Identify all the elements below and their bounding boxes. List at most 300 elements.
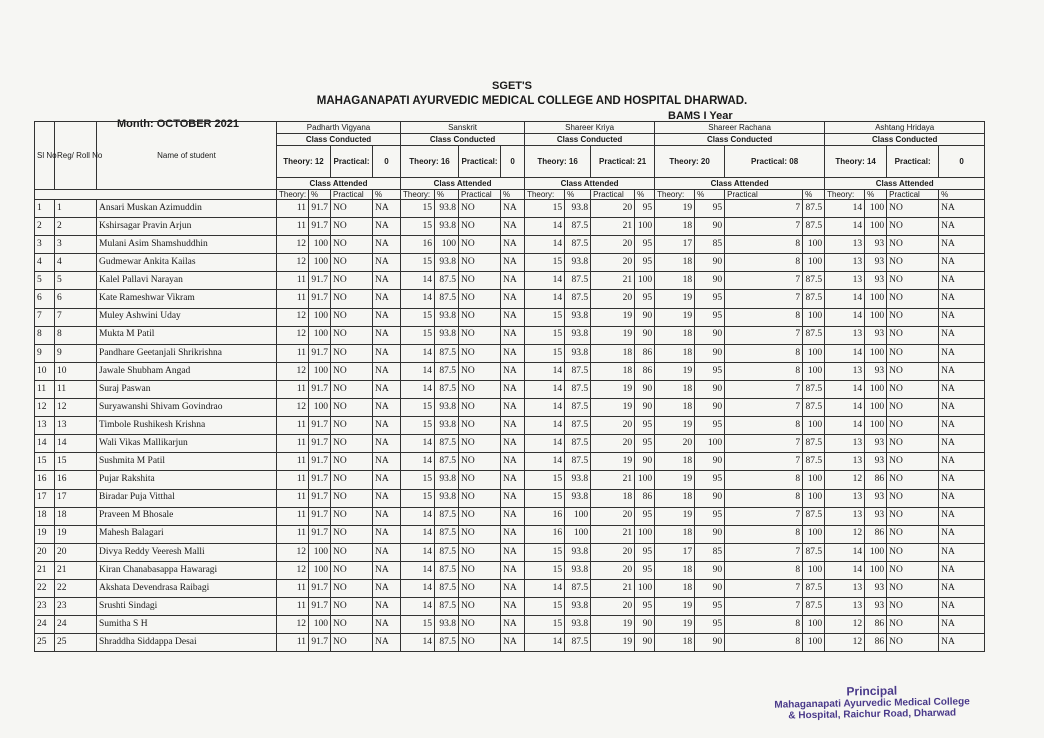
pv-theory-pct: 91.7: [309, 290, 331, 308]
sk-theory: 16: [401, 236, 435, 254]
sk-practical: NO: [459, 471, 501, 489]
sk-practical-pct: NA: [501, 417, 525, 435]
rachana-practical-pct: 100: [803, 362, 825, 380]
sk-theory: 15: [401, 308, 435, 326]
rachana-practical: 7: [725, 200, 803, 218]
kriya-theory-pct: 93.8: [565, 308, 591, 326]
table-row: [35, 616, 985, 634]
rachana-theory: 19: [655, 507, 695, 525]
ah-practical-pct: NA: [939, 579, 985, 597]
sk-theory: 14: [401, 435, 435, 453]
kriya-practical-pct: 100: [635, 471, 655, 489]
sk-theory: 15: [401, 200, 435, 218]
table-row: [35, 471, 985, 489]
ah-theory: 14: [825, 561, 865, 579]
reg-no: 7: [55, 308, 97, 326]
student-name: Timbole Rushikesh Krishna: [97, 417, 277, 435]
pv-theory: 12: [277, 616, 309, 634]
sk-theory-pct: 93.8: [435, 308, 459, 326]
kriya-theory-pct: 93.8: [565, 616, 591, 634]
student-name: Praveen M Bhosale: [97, 507, 277, 525]
subheader-theory: Theory:: [277, 190, 309, 200]
kriya-practical-pct: 95: [635, 561, 655, 579]
ah-theory-pct: 93: [865, 254, 887, 272]
kriya-theory: 14: [525, 218, 565, 236]
kriya-practical: 19: [591, 308, 635, 326]
pv-practical-pct: NA: [373, 344, 401, 362]
rachana-practical-pct: 87.5: [803, 326, 825, 344]
rachana-practical: 7: [725, 272, 803, 290]
sk-theory-pct: 93.8: [435, 616, 459, 634]
table-row: [35, 218, 985, 236]
student-name: Shraddha Siddappa Desai: [97, 634, 277, 652]
sk-theory-pct: 87.5: [435, 453, 459, 471]
reg-no: 1: [55, 200, 97, 218]
sk-practical-pct: NA: [501, 471, 525, 489]
ah-practical-pct: NA: [939, 616, 985, 634]
class-conducted-label: Class Conducted: [655, 134, 825, 146]
sk-practical-pct: NA: [501, 344, 525, 362]
table-row: [35, 399, 985, 417]
pv-theory-pct: 100: [309, 561, 331, 579]
subheader-theory-pct: %: [309, 190, 331, 200]
subheader-spacer: [35, 190, 277, 200]
pv-practical-pct: NA: [373, 435, 401, 453]
rachana-practical-pct: 87.5: [803, 543, 825, 561]
pv-theory: 11: [277, 344, 309, 362]
ah-theory: 13: [825, 579, 865, 597]
ah-theory: 13: [825, 236, 865, 254]
rachana-theory-pct: 85: [695, 543, 725, 561]
reg-no: 4: [55, 254, 97, 272]
student-name: Gudmewar Ankita Kailas: [97, 254, 277, 272]
sk-practical-pct: NA: [501, 362, 525, 380]
kriya-practical-pct: 95: [635, 200, 655, 218]
sk-practical: NO: [459, 290, 501, 308]
pv-practical: NO: [331, 326, 373, 344]
subject-sanskrit: Sanskrit: [401, 122, 525, 134]
rachana-practical: 8: [725, 417, 803, 435]
ah-practical: NO: [887, 435, 939, 453]
ah-practical: NO: [887, 362, 939, 380]
rachana-theory: 18: [655, 579, 695, 597]
subheader-theory-pct: %: [865, 190, 887, 200]
kriya-theory: 15: [525, 561, 565, 579]
student-name: Ansari Muskan Azimuddin: [97, 200, 277, 218]
sk-theory-pct: 87.5: [435, 598, 459, 616]
ah-theory-pct: 93: [865, 272, 887, 290]
kriya-practical: 20: [591, 417, 635, 435]
rachana-theory: 18: [655, 326, 695, 344]
rachana-theory-pct: 90: [695, 561, 725, 579]
ah-theory: 14: [825, 417, 865, 435]
pv-practical: NO: [331, 598, 373, 616]
rachana-theory: 18: [655, 525, 695, 543]
pv-theory-pct: 100: [309, 326, 331, 344]
sk-theory: 14: [401, 290, 435, 308]
table-row: [35, 489, 985, 507]
rachana-practical: 7: [725, 543, 803, 561]
pv-practical-pct: NA: [373, 561, 401, 579]
kriya-practical-pct: 95: [635, 435, 655, 453]
sk-practical-pct: NA: [501, 254, 525, 272]
pv-theory: 11: [277, 525, 309, 543]
rachana-practical: 8: [725, 236, 803, 254]
rachana-practical: 7: [725, 218, 803, 236]
stamp-line-1: Mahaganapati Ayurvedic Medical College: [774, 696, 970, 711]
pv-practical: NO: [331, 453, 373, 471]
rachana-theory-pct: 95: [695, 417, 725, 435]
sl-no: 18: [35, 507, 55, 525]
kriya-practical-pct: 95: [635, 290, 655, 308]
student-name: Muley Ashwini Uday: [97, 308, 277, 326]
table-row: [35, 453, 985, 471]
pv-practical-pct: NA: [373, 507, 401, 525]
conducted-theory: Theory: 16: [401, 146, 459, 178]
kriya-theory-pct: 87.5: [565, 272, 591, 290]
sk-practical: NO: [459, 380, 501, 398]
pv-practical: NO: [331, 525, 373, 543]
rachana-theory: 18: [655, 561, 695, 579]
kriya-theory: 14: [525, 453, 565, 471]
rachana-theory-pct: 95: [695, 290, 725, 308]
pv-theory: 11: [277, 453, 309, 471]
pv-theory-pct: 100: [309, 308, 331, 326]
kriya-practical-pct: 95: [635, 507, 655, 525]
kriya-theory-pct: 87.5: [565, 579, 591, 597]
rachana-practical: 7: [725, 380, 803, 398]
kriya-practical: 21: [591, 525, 635, 543]
pv-practical-pct: NA: [373, 380, 401, 398]
pv-practical-pct: NA: [373, 362, 401, 380]
kriya-theory: 15: [525, 543, 565, 561]
sk-practical: NO: [459, 616, 501, 634]
class-attended-label: Class Attended: [525, 178, 655, 190]
sk-practical-pct: NA: [501, 290, 525, 308]
pv-practical: NO: [331, 616, 373, 634]
rachana-practical-pct: 100: [803, 417, 825, 435]
ah-theory: 13: [825, 507, 865, 525]
kriya-practical: 20: [591, 543, 635, 561]
pv-theory-pct: 91.7: [309, 525, 331, 543]
ah-theory-pct: 100: [865, 399, 887, 417]
kriya-practical: 20: [591, 435, 635, 453]
rachana-theory: 19: [655, 308, 695, 326]
rachana-theory-pct: 90: [695, 453, 725, 471]
kriya-practical-pct: 86: [635, 489, 655, 507]
sk-theory-pct: 93.8: [435, 489, 459, 507]
pv-theory: 12: [277, 399, 309, 417]
conducted-practical-value: 0: [373, 146, 401, 178]
sl-no: 9: [35, 344, 55, 362]
rachana-practical: 8: [725, 254, 803, 272]
header-student-name: Name of student: [97, 122, 277, 190]
table-row: [35, 362, 985, 380]
rachana-practical-pct: 100: [803, 308, 825, 326]
table-row: [35, 326, 985, 344]
rachana-theory-pct: 90: [695, 399, 725, 417]
subject-shareer-kriya: Shareer Kriya: [525, 122, 655, 134]
conducted-practical-label: Practical:: [887, 146, 939, 178]
rachana-theory: 18: [655, 399, 695, 417]
subheader-practical: Practical: [331, 190, 373, 200]
rachana-practical-pct: 100: [803, 616, 825, 634]
rachana-practical-pct: 100: [803, 254, 825, 272]
pv-theory-pct: 91.7: [309, 344, 331, 362]
pv-practical: NO: [331, 218, 373, 236]
sk-theory: 14: [401, 362, 435, 380]
sk-practical: NO: [459, 507, 501, 525]
ah-theory-pct: 93: [865, 362, 887, 380]
pv-practical: NO: [331, 308, 373, 326]
pv-theory-pct: 100: [309, 254, 331, 272]
ah-practical-pct: NA: [939, 453, 985, 471]
sl-no: 3: [35, 236, 55, 254]
student-name: Mulani Asim Shamshuddhin: [97, 236, 277, 254]
pv-practical-pct: NA: [373, 399, 401, 417]
rachana-practical: 7: [725, 435, 803, 453]
sk-theory: 14: [401, 579, 435, 597]
kriya-theory: 15: [525, 471, 565, 489]
ah-practical-pct: NA: [939, 598, 985, 616]
stamp-line-2: & Hospital, Raichur Road, Dharwad: [788, 707, 957, 722]
table-row: [35, 579, 985, 597]
rachana-theory-pct: 95: [695, 616, 725, 634]
kriya-theory: 16: [525, 507, 565, 525]
sk-theory-pct: 87.5: [435, 561, 459, 579]
ah-practical: NO: [887, 543, 939, 561]
sk-theory-pct: 93.8: [435, 218, 459, 236]
pv-practical: NO: [331, 399, 373, 417]
class-conducted-label: Class Conducted: [825, 134, 985, 146]
rachana-theory: 18: [655, 344, 695, 362]
pv-theory: 12: [277, 543, 309, 561]
conducted-practical: Practical: 21: [591, 146, 655, 178]
subject-shareer-rachana: Shareer Rachana: [655, 122, 825, 134]
rachana-practical: 8: [725, 561, 803, 579]
rachana-theory: 19: [655, 200, 695, 218]
rachana-theory: 19: [655, 417, 695, 435]
reg-no: 14: [55, 435, 97, 453]
rachana-practical-pct: 87.5: [803, 200, 825, 218]
ah-theory: 13: [825, 435, 865, 453]
ah-theory-pct: 86: [865, 525, 887, 543]
kriya-theory: 14: [525, 417, 565, 435]
pv-practical-pct: NA: [373, 634, 401, 652]
sk-theory: 15: [401, 616, 435, 634]
sl-no: 15: [35, 453, 55, 471]
rachana-practical-pct: 87.5: [803, 507, 825, 525]
sk-theory: 15: [401, 489, 435, 507]
pv-theory-pct: 91.7: [309, 598, 331, 616]
kriya-practical-pct: 90: [635, 326, 655, 344]
sk-practical-pct: NA: [501, 561, 525, 579]
sk-theory: 14: [401, 525, 435, 543]
sk-theory: 15: [401, 254, 435, 272]
header-sl-no: Sl No: [35, 122, 55, 190]
ah-theory: 13: [825, 489, 865, 507]
rachana-theory: 18: [655, 272, 695, 290]
sk-practical-pct: NA: [501, 525, 525, 543]
rachana-practical-pct: 87.5: [803, 272, 825, 290]
rachana-theory-pct: 95: [695, 200, 725, 218]
kriya-practical: 20: [591, 290, 635, 308]
kriya-practical-pct: 95: [635, 254, 655, 272]
sk-practical-pct: NA: [501, 308, 525, 326]
sl-no: 2: [35, 218, 55, 236]
rachana-practical-pct: 100: [803, 634, 825, 652]
sk-practical: NO: [459, 254, 501, 272]
ah-theory-pct: 86: [865, 634, 887, 652]
ah-theory: 14: [825, 399, 865, 417]
rachana-practical-pct: 87.5: [803, 435, 825, 453]
ah-practical-pct: NA: [939, 525, 985, 543]
kriya-theory-pct: 93.8: [565, 489, 591, 507]
sk-practical: NO: [459, 634, 501, 652]
reg-no: 11: [55, 380, 97, 398]
ah-practical: NO: [887, 290, 939, 308]
rachana-practical: 7: [725, 579, 803, 597]
student-name: Kalel Pallavi Narayan: [97, 272, 277, 290]
kriya-theory-pct: 93.8: [565, 598, 591, 616]
sk-practical: NO: [459, 326, 501, 344]
kriya-theory: 14: [525, 634, 565, 652]
ah-theory-pct: 93: [865, 598, 887, 616]
sk-theory-pct: 93.8: [435, 254, 459, 272]
kriya-practical-pct: 100: [635, 272, 655, 290]
reg-no: 24: [55, 616, 97, 634]
ah-practical: NO: [887, 254, 939, 272]
reg-no: 2: [55, 218, 97, 236]
sk-practical-pct: NA: [501, 634, 525, 652]
sk-practical: NO: [459, 561, 501, 579]
student-name: Srushti Sindagi: [97, 598, 277, 616]
student-name: Sushmita M Patil: [97, 453, 277, 471]
class-conducted-label: Class Conducted: [525, 134, 655, 146]
rachana-practical: 8: [725, 362, 803, 380]
rachana-practical: 7: [725, 399, 803, 417]
ah-theory-pct: 100: [865, 308, 887, 326]
pv-practical-pct: NA: [373, 272, 401, 290]
pv-theory: 11: [277, 579, 309, 597]
kriya-practical-pct: 95: [635, 236, 655, 254]
ah-practical: NO: [887, 489, 939, 507]
ah-practical-pct: NA: [939, 435, 985, 453]
sk-practical-pct: NA: [501, 453, 525, 471]
pv-practical: NO: [331, 507, 373, 525]
kriya-theory-pct: 87.5: [565, 417, 591, 435]
kriya-practical: 19: [591, 326, 635, 344]
kriya-theory: 14: [525, 362, 565, 380]
ah-theory: 13: [825, 598, 865, 616]
sl-no: 1: [35, 200, 55, 218]
ah-theory: 13: [825, 362, 865, 380]
kriya-practical: 20: [591, 507, 635, 525]
ah-practical-pct: NA: [939, 634, 985, 652]
sk-practical-pct: NA: [501, 579, 525, 597]
sl-no: 5: [35, 272, 55, 290]
sk-practical: NO: [459, 308, 501, 326]
sk-theory: 15: [401, 471, 435, 489]
rachana-theory: 17: [655, 543, 695, 561]
rachana-theory-pct: 90: [695, 272, 725, 290]
rachana-practical: 8: [725, 634, 803, 652]
kriya-practical: 19: [591, 380, 635, 398]
pv-practical-pct: NA: [373, 290, 401, 308]
sk-practical-pct: NA: [501, 236, 525, 254]
ah-theory: 14: [825, 380, 865, 398]
ah-theory: 14: [825, 218, 865, 236]
pv-theory: 11: [277, 435, 309, 453]
sk-theory-pct: 87.5: [435, 634, 459, 652]
sk-practical: NO: [459, 344, 501, 362]
sk-practical-pct: NA: [501, 200, 525, 218]
ah-practical-pct: NA: [939, 254, 985, 272]
kriya-practical: 18: [591, 489, 635, 507]
rachana-practical: 8: [725, 344, 803, 362]
rachana-theory-pct: 90: [695, 218, 725, 236]
rachana-theory: 19: [655, 598, 695, 616]
kriya-theory-pct: 93.8: [565, 254, 591, 272]
subject-ashtang-hridaya: Ashtang Hridaya: [825, 122, 985, 134]
pv-theory-pct: 100: [309, 399, 331, 417]
ah-theory-pct: 93: [865, 326, 887, 344]
kriya-theory: 15: [525, 200, 565, 218]
ah-practical: NO: [887, 344, 939, 362]
conducted-theory: Theory: 12: [277, 146, 331, 178]
ah-practical: NO: [887, 616, 939, 634]
rachana-practical: 8: [725, 471, 803, 489]
pv-practical: NO: [331, 561, 373, 579]
ah-practical-pct: NA: [939, 290, 985, 308]
sk-practical: NO: [459, 362, 501, 380]
subheader-practical-pct: %: [373, 190, 401, 200]
subheader-practical-pct: %: [501, 190, 525, 200]
rachana-theory-pct: 90: [695, 489, 725, 507]
sk-practical-pct: NA: [501, 218, 525, 236]
ah-theory: 14: [825, 290, 865, 308]
sk-practical: NO: [459, 543, 501, 561]
ah-theory-pct: 93: [865, 236, 887, 254]
kriya-theory-pct: 87.5: [565, 435, 591, 453]
kriya-theory: 14: [525, 236, 565, 254]
ah-theory: 12: [825, 634, 865, 652]
ah-theory-pct: 93: [865, 507, 887, 525]
conducted-practical-label: Practical:: [459, 146, 501, 178]
kriya-practical: 20: [591, 561, 635, 579]
pv-theory-pct: 91.7: [309, 200, 331, 218]
sk-practical: NO: [459, 435, 501, 453]
pv-practical-pct: NA: [373, 200, 401, 218]
sk-theory-pct: 93.8: [435, 471, 459, 489]
pv-theory-pct: 100: [309, 543, 331, 561]
sk-practical-pct: NA: [501, 616, 525, 634]
kriya-practical: 19: [591, 616, 635, 634]
reg-no: 15: [55, 453, 97, 471]
ah-practical: NO: [887, 525, 939, 543]
sk-theory-pct: 87.5: [435, 290, 459, 308]
kriya-theory-pct: 93.8: [565, 471, 591, 489]
sk-practical: NO: [459, 489, 501, 507]
kriya-practical-pct: 95: [635, 598, 655, 616]
rachana-theory-pct: 90: [695, 634, 725, 652]
pv-practical-pct: NA: [373, 525, 401, 543]
kriya-practical-pct: 95: [635, 543, 655, 561]
class-conducted-label: Class Conducted: [401, 134, 525, 146]
ah-theory-pct: 100: [865, 200, 887, 218]
sk-practical: NO: [459, 399, 501, 417]
reg-no: 3: [55, 236, 97, 254]
